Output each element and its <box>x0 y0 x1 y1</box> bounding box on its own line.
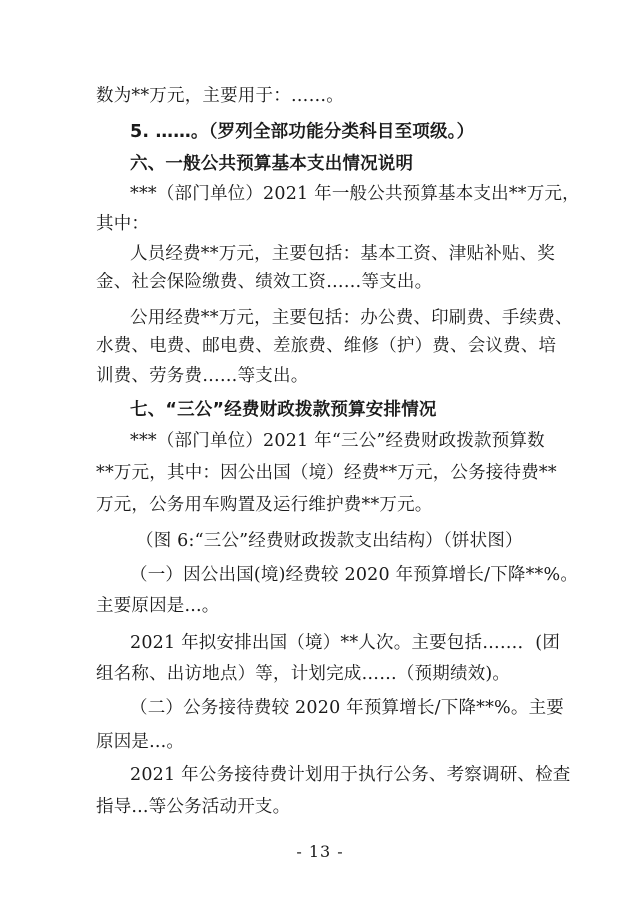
paragraph-line-17: （二）公务接待费较 2020 年预算增长/下降**%。主要 <box>130 698 564 718</box>
paragraph-line-18: 原因是...。 <box>96 732 185 752</box>
paragraph-line-12: 万元，公务用车购置及运行维护费**万元。 <box>96 495 433 515</box>
paragraph-line-19: 2021 年公务接待费计划用于执行公务、考察调研、检查 <box>130 765 571 785</box>
paragraph-line-2: 5. ……。（罗列全部功能分类科目至项级。） <box>130 122 475 142</box>
paragraph-line-1: 数为**万元，主要用于：……。 <box>96 86 344 106</box>
paragraph-line-11: **万元，其中：因公出国（境）经费**万元，公务接待费** <box>96 463 557 483</box>
paragraph-line-3: ***（部门单位）2021 年一般公共预算基本支出**万元， <box>130 184 580 204</box>
paragraph-line-6: 金、社会保险缴费、绩效工资……等支出。 <box>96 272 433 292</box>
page-number: - 13 - <box>296 842 344 861</box>
paragraph-line-10: ***（部门单位）2021 年“三公”经费财政拨款预算数 <box>130 431 545 451</box>
figure-caption: （图 6:“三公”经费财政拨款支出结构）（饼状图） <box>136 531 523 551</box>
paragraph-line-13: （一）因公出国(境)经费较 2020 年预算增长/下降**%。 <box>130 565 579 585</box>
paragraph-line-9: 训费、劳务费……等支出。 <box>96 366 309 386</box>
section-heading-six: 六、一般公共预算基本支出情况说明 <box>130 154 414 174</box>
paragraph-line-14: 主要原因是...。 <box>96 596 220 616</box>
paragraph-line-7: 公用经费**万元，主要包括：办公费、印刷费、手续费、 <box>130 308 573 328</box>
section-heading-seven: 七、“三公”经费财政拨款预算安排情况 <box>130 400 437 420</box>
paragraph-line-20: 指导...等公务活动开支。 <box>96 797 291 817</box>
paragraph-line-5: 人员经费**万元，主要包括：基本工资、津贴补贴、奖 <box>130 244 555 264</box>
paragraph-line-15: 2021 年拟安排出国（境）**人次。主要包括……．(团 <box>130 633 561 653</box>
paragraph-line-4: 其中： <box>96 214 150 234</box>
paragraph-line-16: 组名称、出访地点）等，计划完成……（预期绩效)。 <box>96 664 511 684</box>
paragraph-line-8: 水费、电费、邮电费、差旅费、维修（护）费、会议费、培 <box>96 336 557 356</box>
